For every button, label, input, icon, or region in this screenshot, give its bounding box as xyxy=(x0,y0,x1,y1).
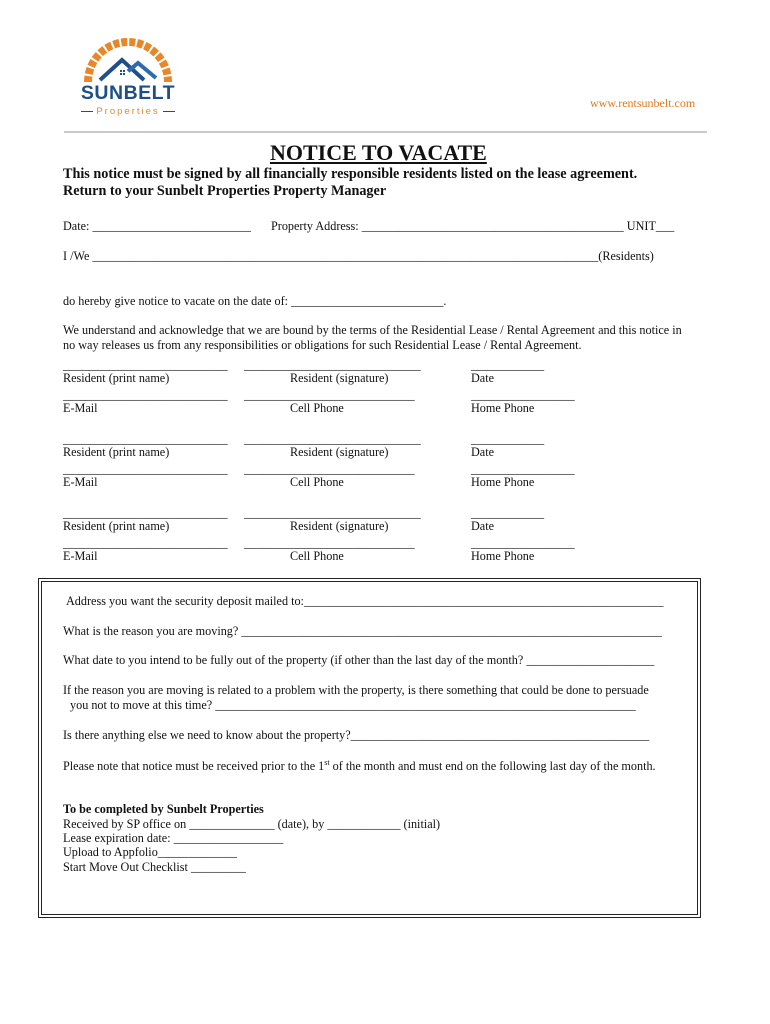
print-name-line[interactable]: ___________________________ xyxy=(63,432,228,446)
email-line[interactable]: ___________________________ xyxy=(63,388,228,402)
home-phone-line[interactable]: _________________ xyxy=(471,536,575,550)
signature-line[interactable]: _____________________________ xyxy=(244,358,421,372)
email-line[interactable]: ___________________________ xyxy=(63,462,228,476)
email-line[interactable]: ___________________________ xyxy=(63,536,228,550)
problem-question-line-2[interactable]: you not to move at this time? _____________________________________________________________________ xyxy=(70,698,636,712)
residents-field[interactable]: I /We ___________________________________________________________________________________(Residents) xyxy=(63,249,654,263)
date-line[interactable]: ____________ xyxy=(471,506,545,520)
acknowledgement-line-2: no way releases us from any responsibilities or obligations for such Residential Lease / Rental Agreement. xyxy=(63,338,582,352)
cell-label: Cell Phone xyxy=(290,475,344,489)
print-name-line[interactable]: ___________________________ xyxy=(63,506,228,520)
cell-line[interactable]: ____________________________ xyxy=(244,388,415,402)
email-label: E-Mail xyxy=(63,549,98,563)
home-phone-line[interactable]: _________________ xyxy=(471,462,575,476)
date-field[interactable]: Date: __________________________ xyxy=(63,219,251,233)
moving-reason-field[interactable]: What is the reason you are moving? _____________________________________________________________________ xyxy=(63,624,662,638)
signature-line[interactable]: _____________________________ xyxy=(244,506,421,520)
upload-appfolio-field[interactable]: Upload to Appfolio_____________ xyxy=(63,845,238,859)
move-out-date-field[interactable]: What date to you intend to be fully out of the property (if other than the last day of the month? _____________________ xyxy=(63,653,655,667)
instructions-line-1: This notice must be signed by all financially responsible residents listed on the lease agreement. xyxy=(63,166,638,182)
office-use-heading: To be completed by Sunbelt Properties xyxy=(63,802,264,816)
signature-label: Resident (signature) xyxy=(290,519,389,533)
anything-else-field[interactable]: Is there anything else we need to know about the property?_________________________________________________ xyxy=(63,728,650,742)
print-name-label: Resident (print name) xyxy=(63,445,170,459)
home-phone-label: Home Phone xyxy=(471,475,535,489)
header-divider xyxy=(64,131,707,133)
date-label: Date xyxy=(471,371,495,385)
print-name-label: Resident (print name) xyxy=(63,519,170,533)
logo-tagline: Properties xyxy=(76,106,180,117)
website-link[interactable]: www.rentsunbelt.com xyxy=(590,96,696,110)
page-title: NOTICE TO VACATE xyxy=(270,140,487,165)
date-line[interactable]: ____________ xyxy=(471,432,545,446)
sun-roof-icon xyxy=(76,30,180,86)
cell-line[interactable]: ____________________________ xyxy=(244,462,415,476)
signature-label: Resident (signature) xyxy=(290,371,389,385)
acknowledgement-line-1: We understand and acknowledge that we are bound by the terms of the Residential Lease / Rental Agreement and this notice in xyxy=(63,323,682,337)
signature-label: Resident (signature) xyxy=(290,445,389,459)
email-label: E-Mail xyxy=(63,401,98,415)
date-label: Date xyxy=(471,519,495,533)
vacate-date-field[interactable]: do hereby give notice to vacate on the date of: _________________________. xyxy=(63,294,447,308)
sunbelt-logo xyxy=(76,30,186,122)
email-label: E-Mail xyxy=(63,475,98,489)
property-address-field[interactable]: Property Address: ___________________________________________ UNIT___ xyxy=(271,219,675,233)
cell-label: Cell Phone xyxy=(290,401,344,415)
instructions-line-2: Return to your Sunbelt Properties Property Manager xyxy=(63,183,387,199)
signature-line[interactable]: _____________________________ xyxy=(244,432,421,446)
cell-line[interactable]: ____________________________ xyxy=(244,536,415,550)
received-by-field[interactable]: Received by SP office on ______________ (date), by ____________ (initial) xyxy=(63,817,441,831)
print-name-line[interactable]: ___________________________ xyxy=(63,358,228,372)
logo-name: SUNBELT xyxy=(80,82,176,104)
home-phone-line[interactable]: _________________ xyxy=(471,388,575,402)
cell-label: Cell Phone xyxy=(290,549,344,563)
problem-question-line-1: If the reason you are moving is related to a problem with the property, is there something that could be done to persuade xyxy=(63,683,649,697)
notice-note: Please note that notice must be received prior to the 1st of the month and must end on the following last day of the month. xyxy=(63,758,656,774)
deposit-address-field[interactable]: Address you want the security deposit mailed to:___________________________________________________________ xyxy=(66,594,664,608)
date-label: Date xyxy=(471,445,495,459)
date-line[interactable]: ____________ xyxy=(471,358,545,372)
home-phone-label: Home Phone xyxy=(471,549,535,563)
move-out-checklist-field[interactable]: Start Move Out Checklist _________ xyxy=(63,860,246,874)
print-name-label: Resident (print name) xyxy=(63,371,170,385)
home-phone-label: Home Phone xyxy=(471,401,535,415)
lease-expiration-field[interactable]: Lease expiration date: __________________ xyxy=(63,831,284,845)
